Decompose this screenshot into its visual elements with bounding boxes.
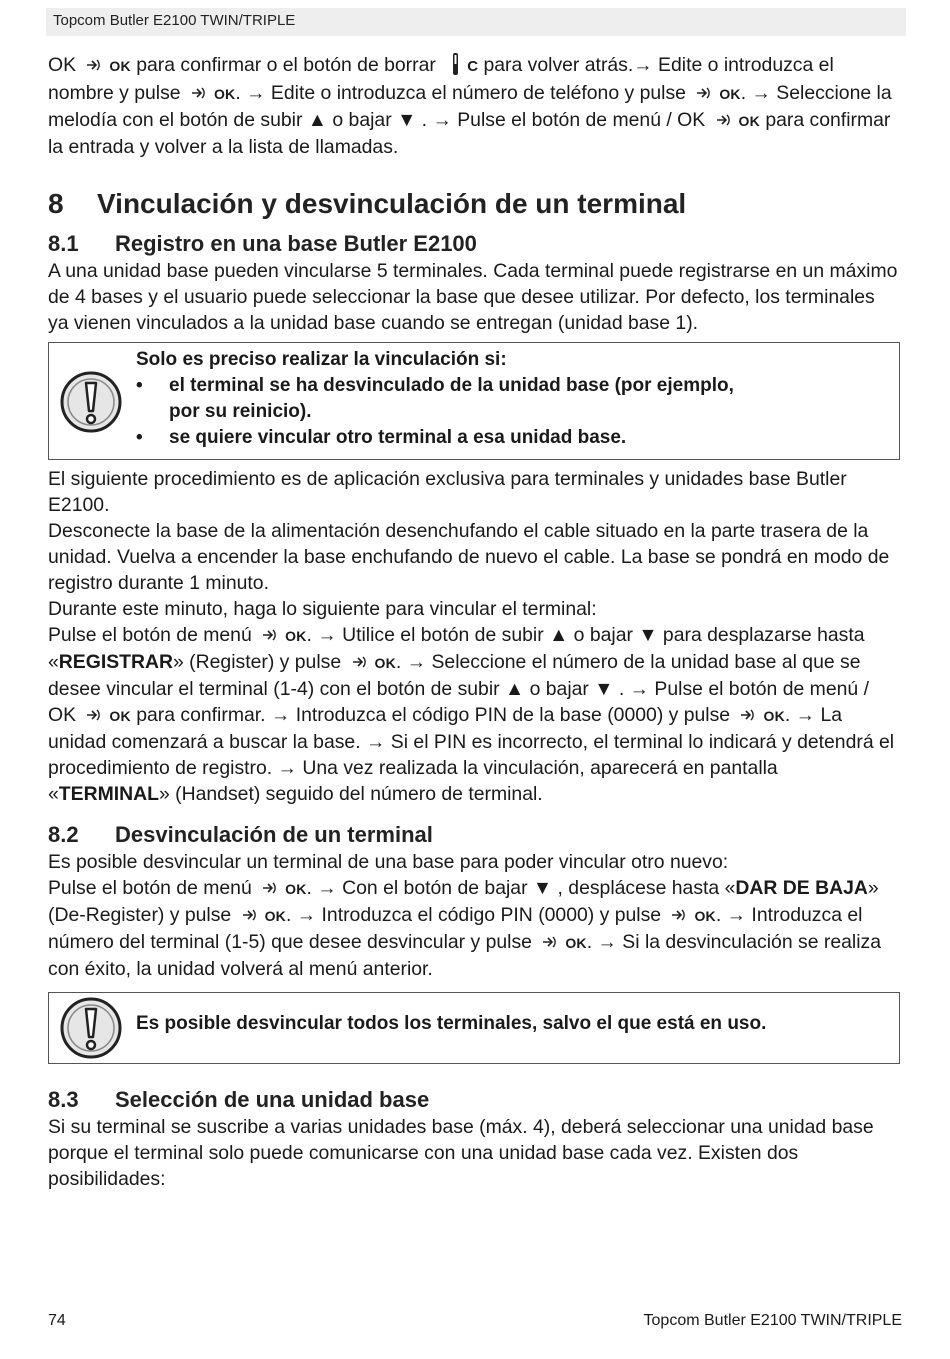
- note-bullet: • se quiere vincular otro terminal a esa unidad base.: [136, 427, 627, 448]
- registration-steps: Pulse el botón de menú OK. → Utilice el botón de subir ▲ o bajar ▼ para desplazarse hasta «REGISTRAR» (Register) y pulse OK. → Seleccione el número de la unidad base al que se desee vincular el terminal (1-4) con el botón de subir ▲ o bajar ▼ . → Pulse el botón de menú / OK OK para confirmar. → Introduzca el código PIN de la base (0000) y pulse OK. → La unidad comenzará a buscar la base. → Si el PIN es incorrecto, el terminal lo indicará y detendrá el procedimiento de registro. → Una vez realizada la vinculación, aparecerá en pantalla «TERMINAL» (Handset) seguido del número de terminal.: [48, 624, 895, 805]
- page-number: 74: [48, 1312, 66, 1329]
- ok-key-icon: [190, 86, 208, 100]
- ok-key-icon: [695, 86, 713, 100]
- section-8-1-heading: 8.1 Registro en una base Butler E2100: [48, 231, 477, 256]
- page-content: [48, 52, 900, 1192]
- ok-key-icon: [85, 708, 103, 722]
- note-body: [136, 347, 734, 451]
- c-key-icon: [449, 52, 463, 76]
- section-8-1-paragraph: Desconecte la base de la alimentación desenchufando el cable situado en la parte trasera de la unidad. Vuelva a encender la base enchufando de nuevo el cable. La base se pondrá en modo de registro durante 1 minuto.: [48, 520, 890, 594]
- ok-key-icon: [715, 113, 733, 127]
- ok-key-icon: [541, 935, 559, 949]
- ok-key-icon: [351, 655, 369, 669]
- section-8-1-paragraph: El siguiente procedimiento es de aplicación exclusiva para terminales y unidades base Butler E2100.: [48, 468, 847, 516]
- running-header: [46, 8, 906, 36]
- note-box-deregistration: [48, 992, 900, 1064]
- ok-key-icon: [85, 58, 103, 72]
- ok-key-icon: [670, 908, 688, 922]
- ok-key-icon: [261, 881, 279, 895]
- header-title: Topcom Butler E2100 TWIN/TRIPLE: [53, 12, 296, 29]
- note-bullet-continuation: por su reinicio).: [169, 401, 312, 422]
- section-8-2-heading: 8.2 Desvinculación de un terminal: [48, 822, 433, 847]
- note-lead: Solo es preciso realizar la vinculación si:: [136, 349, 507, 370]
- section-8-1-intro: A una unidad base pueden vincularse 5 terminales. Cada terminal puede registrarse en un máximo de 4 bases y el usuario puede seleccionar la base que desee utilizar. Por defecto, los terminales ya vienen vinculados a la unidad base cuando se entregan (unidad base 1).: [48, 260, 898, 334]
- ok-key-icon: [241, 908, 259, 922]
- section-8-3-paragraph: Si su terminal se suscribe a varias unidades base (máx. 4), deberá seleccionar una unidad base porque el terminal solo puede comunicarse con una unidad base cada vez. Existen dos posibilidades:: [48, 1116, 874, 1190]
- exclamation-icon: [59, 996, 123, 1060]
- section-8-heading: 8 Vinculación y desvinculación de un terminal: [48, 188, 687, 219]
- note-body: Es posible desvincular todos los terminales, salvo el que está en uso.: [136, 1013, 767, 1034]
- footer-product: Topcom Butler E2100 TWIN/TRIPLE: [643, 1312, 902, 1329]
- section-8-2-intro: Es posible desvincular un terminal de una base para poder vincular otro nuevo:: [48, 851, 729, 873]
- intro-paragraph: OK OK para confirmar o el botón de borrar C para volver atrás.→ Edite o introduzca el nombre y pulse OK. → Edite o introduzca el número de teléfono y pulse OK. → Seleccione la melodía con el botón de subir ▲ o bajar ▼ . → Pulse el botón de menú / OK OK para confirmar la entrada y volver a la lista de llamadas.: [48, 54, 892, 158]
- section-8-3-heading: 8.3 Selección de una unidad base: [48, 1087, 430, 1112]
- ok-key-icon: [739, 708, 757, 722]
- note-bullet: • el terminal se ha desvinculado de la unidad base (por ejemplo,: [136, 375, 734, 396]
- section-8-1-paragraph: Durante este minuto, haga lo siguiente para vincular el terminal:: [48, 598, 597, 620]
- deregistration-steps: Pulse el botón de menú OK. → Con el botón de bajar ▼ , desplácese hasta «DAR DE BAJA» (De-Register) y pulse OK. → Introduzca el código PIN (0000) y pulse OK. → Introduzca el número del terminal (1-5) que desee desvincular y pulse OK. → Si la desvinculación se realiza con éxito, la unidad volverá al menú anterior.: [48, 877, 881, 980]
- exclamation-icon: [59, 370, 123, 434]
- ok-key-icon: [261, 628, 279, 642]
- note-box-registration: [48, 342, 900, 460]
